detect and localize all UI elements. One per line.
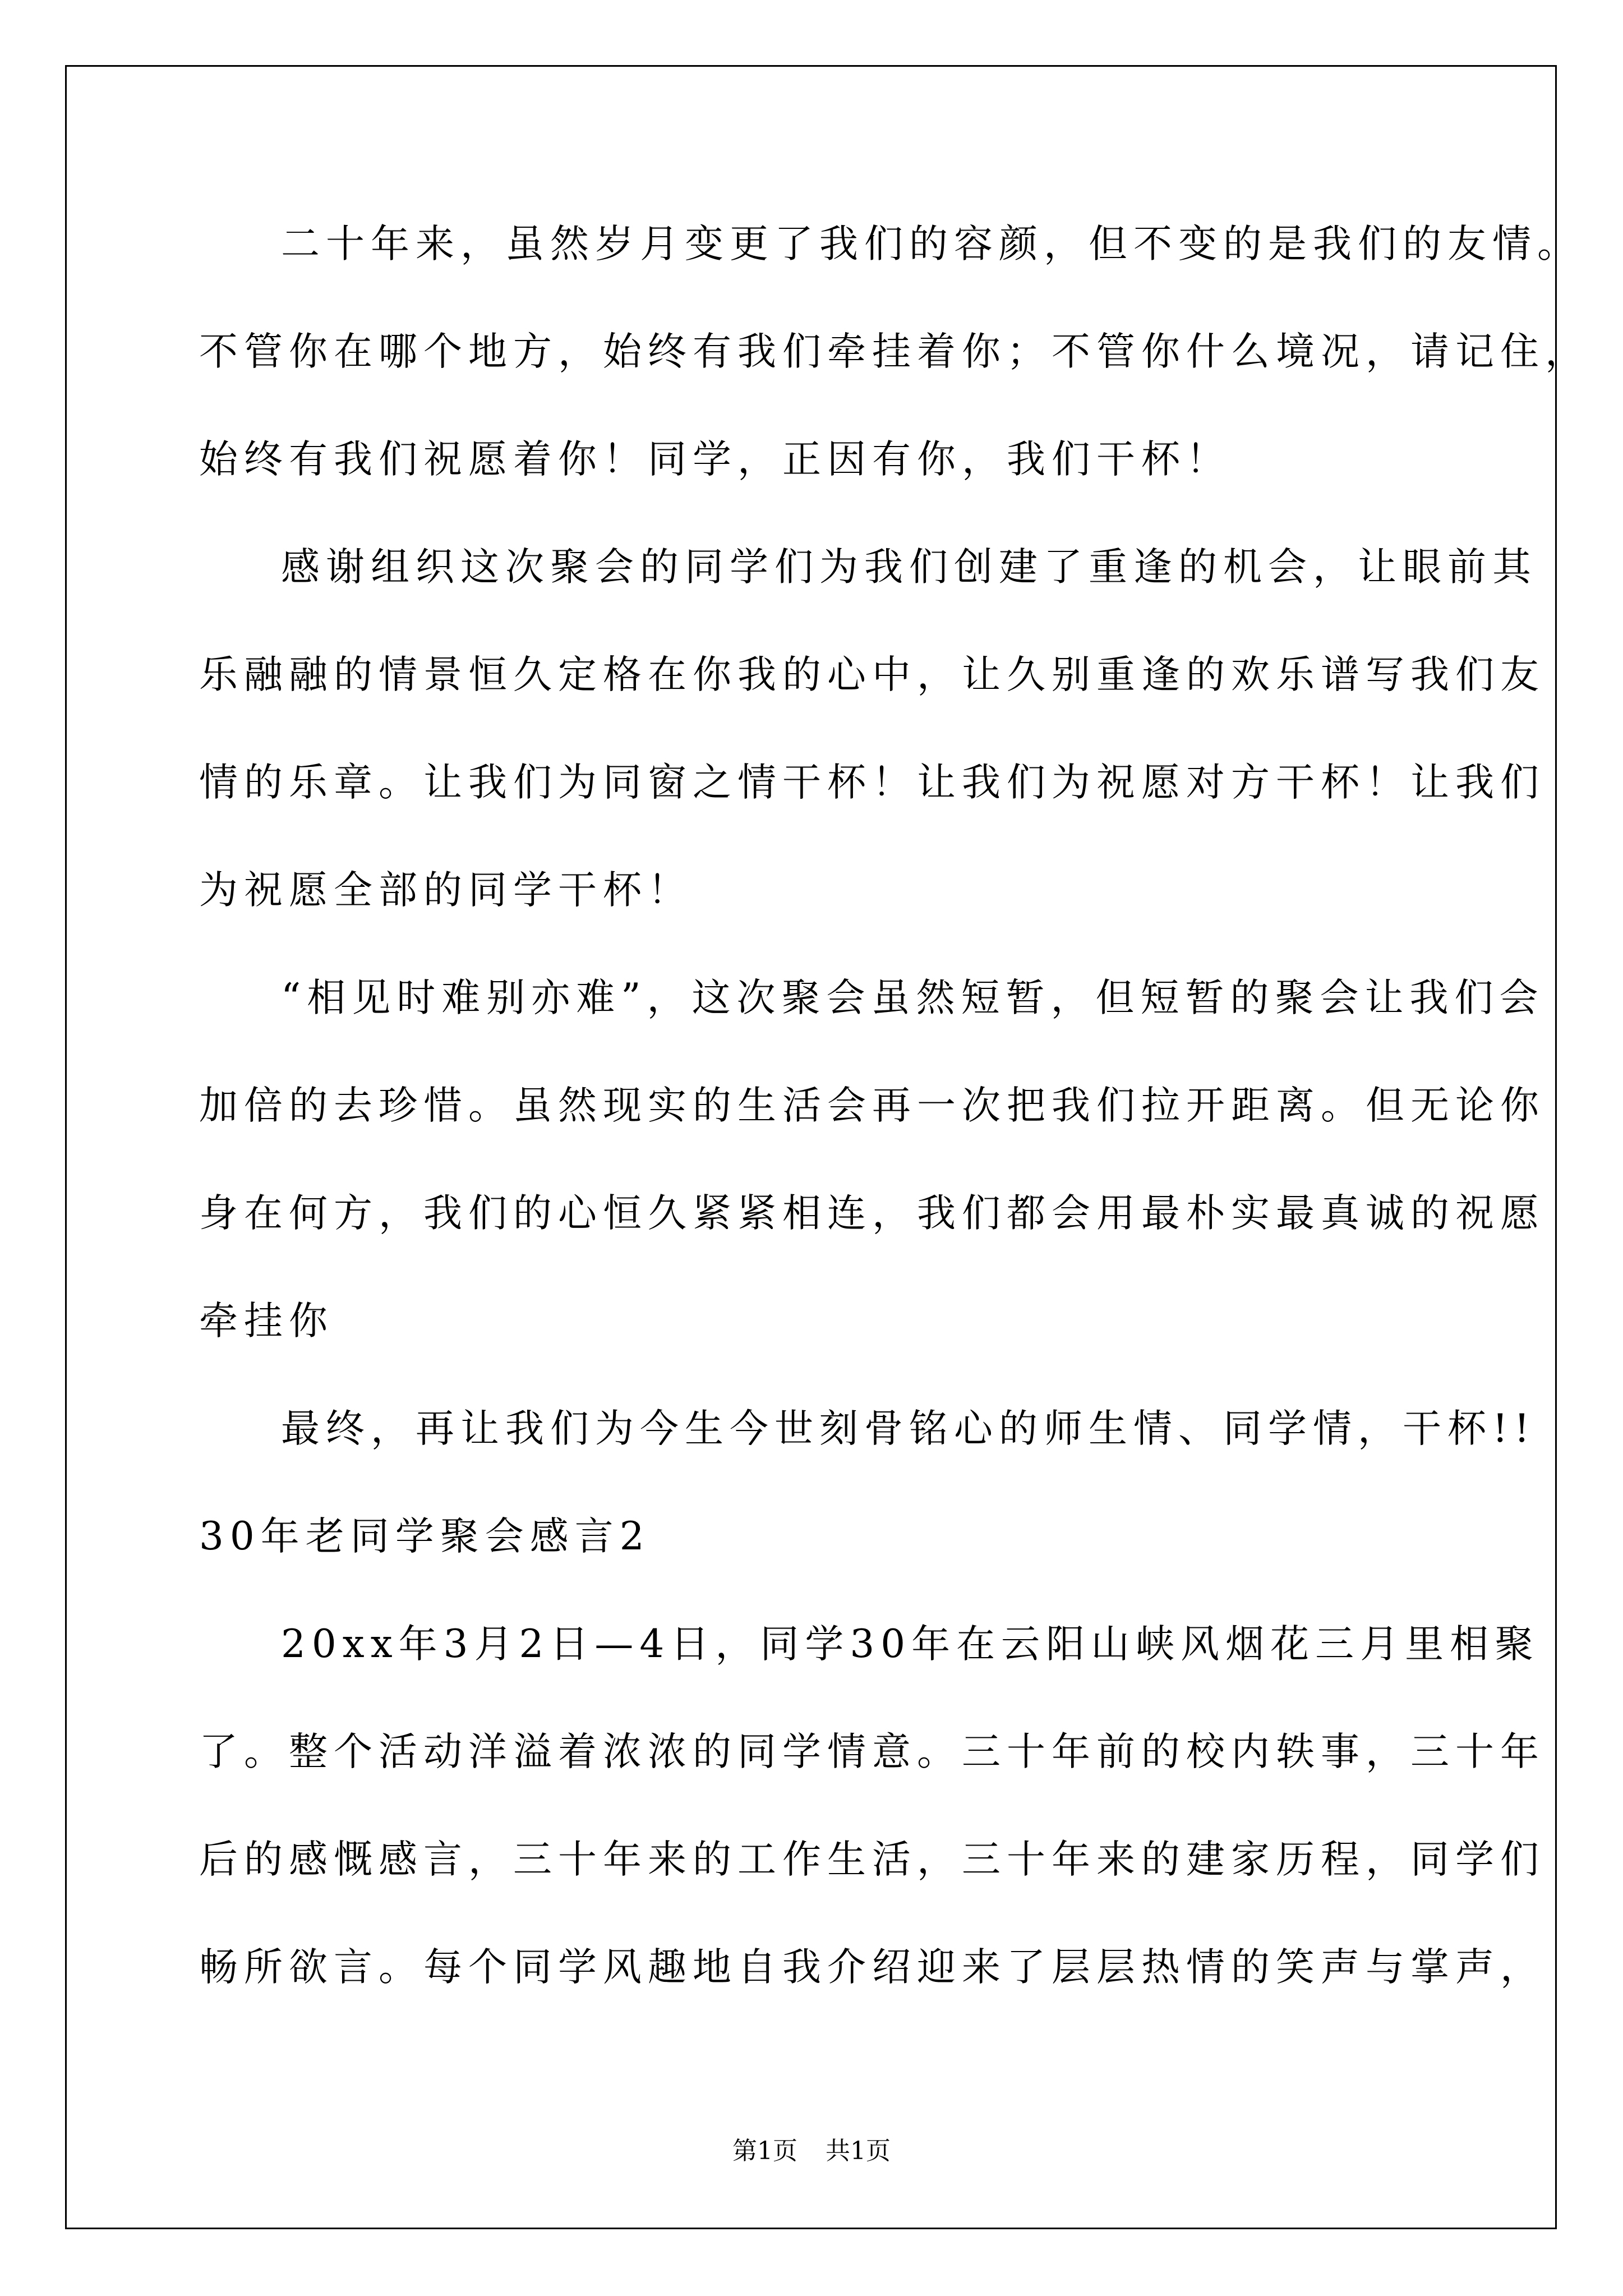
paragraph-line: 不管你在哪个地方，始终有我们牵挂着你；不管你什么境况，请记住， bbox=[199, 329, 1590, 374]
paragraph-line: 加倍的去珍惜。虽然现实的生活会再一次把我们拉开距离。但无论你 bbox=[199, 1083, 1545, 1128]
paragraph-line: 20xx年3月2日—4日，同学30年在云阳山峡风烟花三月里相聚 bbox=[281, 1622, 1540, 1667]
page-footer bbox=[0, 2131, 1623, 2166]
text-line bbox=[199, 1083, 1545, 1191]
text-line bbox=[199, 545, 1537, 652]
paragraph-line: 牵挂你 bbox=[199, 1299, 334, 1343]
page-total: 共1页 bbox=[826, 2137, 891, 2165]
paragraph-line: 了。整个活动洋溢着浓浓的同学情意。三十年前的校内轶事，三十年 bbox=[199, 1729, 1545, 1774]
text-line bbox=[199, 760, 1545, 868]
text-line bbox=[199, 1622, 1540, 1729]
page-number: 第1页 bbox=[732, 2137, 797, 2165]
paragraph-line: 畅所欲言。每个同学风趣地自我介绍迎来了层层热情的笑声与掌声， bbox=[199, 1945, 1545, 1990]
document-body bbox=[199, 222, 1590, 2053]
text-line bbox=[199, 1837, 1545, 1945]
paragraph-line: 为祝愿全部的同学干杯！ bbox=[199, 868, 693, 913]
text-line bbox=[199, 1406, 1536, 1514]
paragraph-line: 二十年来，虽然岁月变更了我们的容颜，但不变的是我们的友情。 bbox=[281, 222, 1582, 266]
text-line bbox=[199, 868, 1438, 976]
text-line bbox=[199, 437, 1438, 545]
text-line bbox=[199, 652, 1545, 760]
paragraph-line: 身在何方，我们的心恒久紧紧相连，我们都会用最朴实最真诚的祝愿 bbox=[199, 1191, 1545, 1236]
paragraph-line: “相见时难别亦难”，这次聚会虽然短暂，但短暂的聚会让我们会 bbox=[281, 976, 1544, 1020]
text-line bbox=[199, 329, 1590, 437]
paragraph-line: 后的感慨感言，三十年来的工作生活，三十年来的建家历程，同学们 bbox=[199, 1837, 1545, 1882]
paragraph-line: 始终有我们祝愿着你！同学，正因有你，我们干杯！ bbox=[199, 437, 1231, 482]
paragraph-line: 情的乐章。让我们为同窗之情干杯！让我们为祝愿对方干杯！让我们 bbox=[199, 760, 1545, 805]
section-heading bbox=[199, 1514, 1438, 1622]
paragraph-line: 感谢组织这次聚会的同学们为我们创建了重逢的机会，让眼前其 bbox=[281, 545, 1537, 590]
text-line bbox=[199, 1729, 1545, 1837]
paragraph-line: 最终，再让我们为今生今世刻骨铭心的师生情、同学情，干杯!! bbox=[281, 1406, 1536, 1451]
text-line bbox=[199, 1191, 1545, 1299]
text-line bbox=[199, 976, 1544, 1083]
text-line bbox=[199, 222, 1582, 329]
text-line bbox=[199, 1945, 1545, 2053]
text-line bbox=[199, 1299, 1438, 1406]
heading-text: 30年老同学聚会感言2 bbox=[199, 1514, 651, 1559]
paragraph-line: 乐融融的情景恒久定格在你我的心中，让久别重逢的欢乐谱写我们友 bbox=[199, 652, 1545, 697]
